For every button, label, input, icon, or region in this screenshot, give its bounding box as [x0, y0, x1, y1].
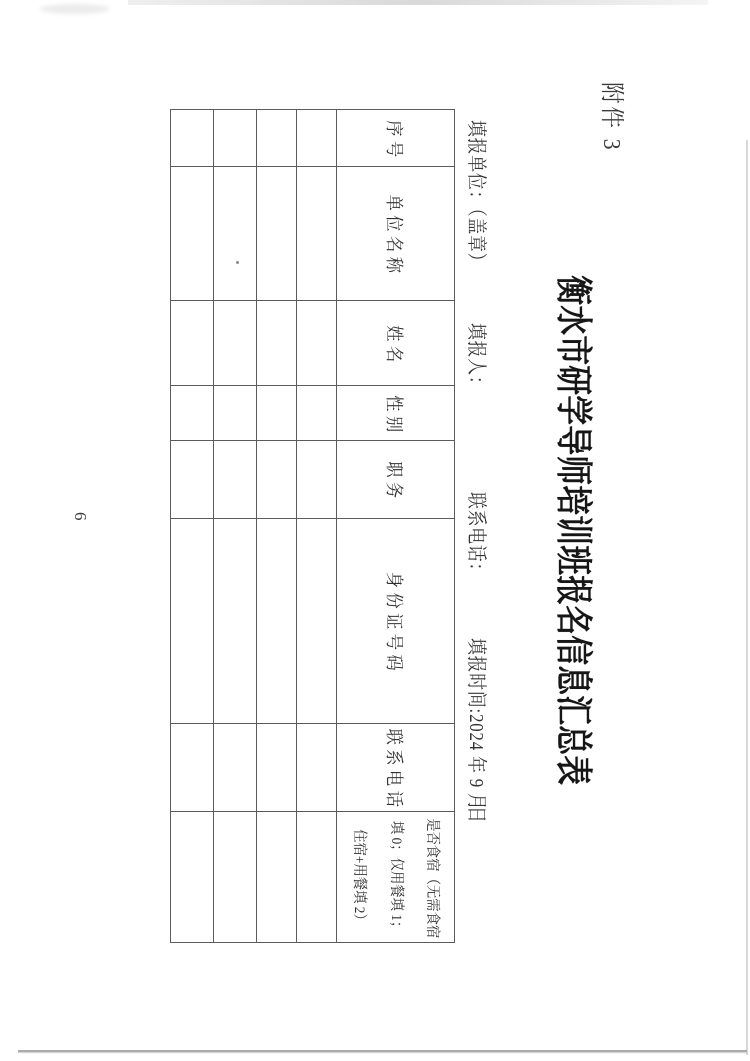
table-cell-empty [170, 812, 213, 943]
column-header-label: 身份证号码 [384, 571, 405, 676]
table-cell-empty [296, 110, 336, 167]
meta-line [463, 0, 493, 1061]
table-cell-empty [256, 167, 296, 301]
table-cell-empty [296, 441, 336, 519]
table-cell-empty [256, 724, 296, 812]
scan-edge-artifact-bottom [18, 1050, 747, 1052]
table-cell-empty [296, 167, 336, 301]
table-cell-empty [256, 519, 296, 724]
table-cell-empty [170, 519, 213, 724]
column-header-gender [336, 386, 454, 441]
table-cell-empty [213, 110, 256, 167]
table-cell-empty [256, 301, 296, 386]
column-header-meal-line: 住宿+用餐填 2） [351, 829, 368, 927]
table-cell-empty [170, 441, 213, 519]
contact-phone-label: 联系电话： [465, 492, 487, 581]
column-header-phone [336, 724, 454, 812]
table-cell-empty [170, 301, 213, 386]
scan-smudge [40, 4, 110, 14]
table-cell-empty [296, 386, 336, 441]
filer-label: 填报人： [465, 323, 487, 394]
column-header-meal-lodging [336, 812, 454, 943]
attachment-label: 附件 3 [598, 82, 624, 153]
column-header-label: 性别 [384, 394, 405, 437]
table-cell-empty [256, 441, 296, 519]
column-header-label: 姓名 [384, 324, 405, 367]
table-cell-empty [213, 301, 256, 386]
column-header-name [336, 301, 454, 386]
table-cell-empty [170, 110, 213, 167]
column-header-id-number [336, 519, 454, 724]
table-cell-empty [170, 386, 213, 441]
table-cell-empty [170, 724, 213, 812]
scan-edge-artifact-top [128, 0, 708, 5]
column-header-meal-line: 是否食宿（无需食宿 [423, 817, 440, 939]
table-cell-empty [296, 724, 336, 812]
table-cell-empty [213, 167, 256, 301]
column-header-label: 职务 [384, 461, 405, 503]
column-header-label: 单位名称 [384, 194, 405, 278]
table-cell-empty [296, 519, 336, 724]
table-cell-empty [213, 812, 256, 943]
table-cell-empty [213, 519, 256, 724]
table-cell-empty [256, 386, 296, 441]
table-cell-empty [256, 812, 296, 943]
column-header-position [336, 441, 454, 519]
table-cell-empty [213, 441, 256, 519]
filing-time-label: 填报时间:2024 年 9 月 [465, 638, 487, 811]
table-cell-empty [296, 812, 336, 943]
column-header-label: 联系电话 [384, 728, 405, 812]
table-cell-empty [213, 724, 256, 812]
filing-unit-label: 填报单位：（盖章） [465, 120, 487, 271]
table-cell-empty [170, 167, 213, 301]
table-cell-empty [296, 301, 336, 386]
page-number: 6 [71, 512, 90, 521]
column-header-label: 序号 [384, 119, 405, 162]
column-header-index [336, 110, 454, 167]
table-cell-empty [256, 110, 296, 167]
summary-table [170, 109, 455, 943]
scan-edge-artifact-right [746, 140, 748, 1055]
document-title: 衡水市研学导师培训班报名信息汇总表 [552, 275, 593, 786]
day-suffix-label: 日 [465, 806, 487, 824]
table-cell-empty [213, 386, 256, 441]
column-header-unit-name [336, 167, 454, 301]
column-header-meal-line: 填 0；仅用餐填 1； [387, 821, 404, 935]
scan-speck [236, 261, 239, 264]
